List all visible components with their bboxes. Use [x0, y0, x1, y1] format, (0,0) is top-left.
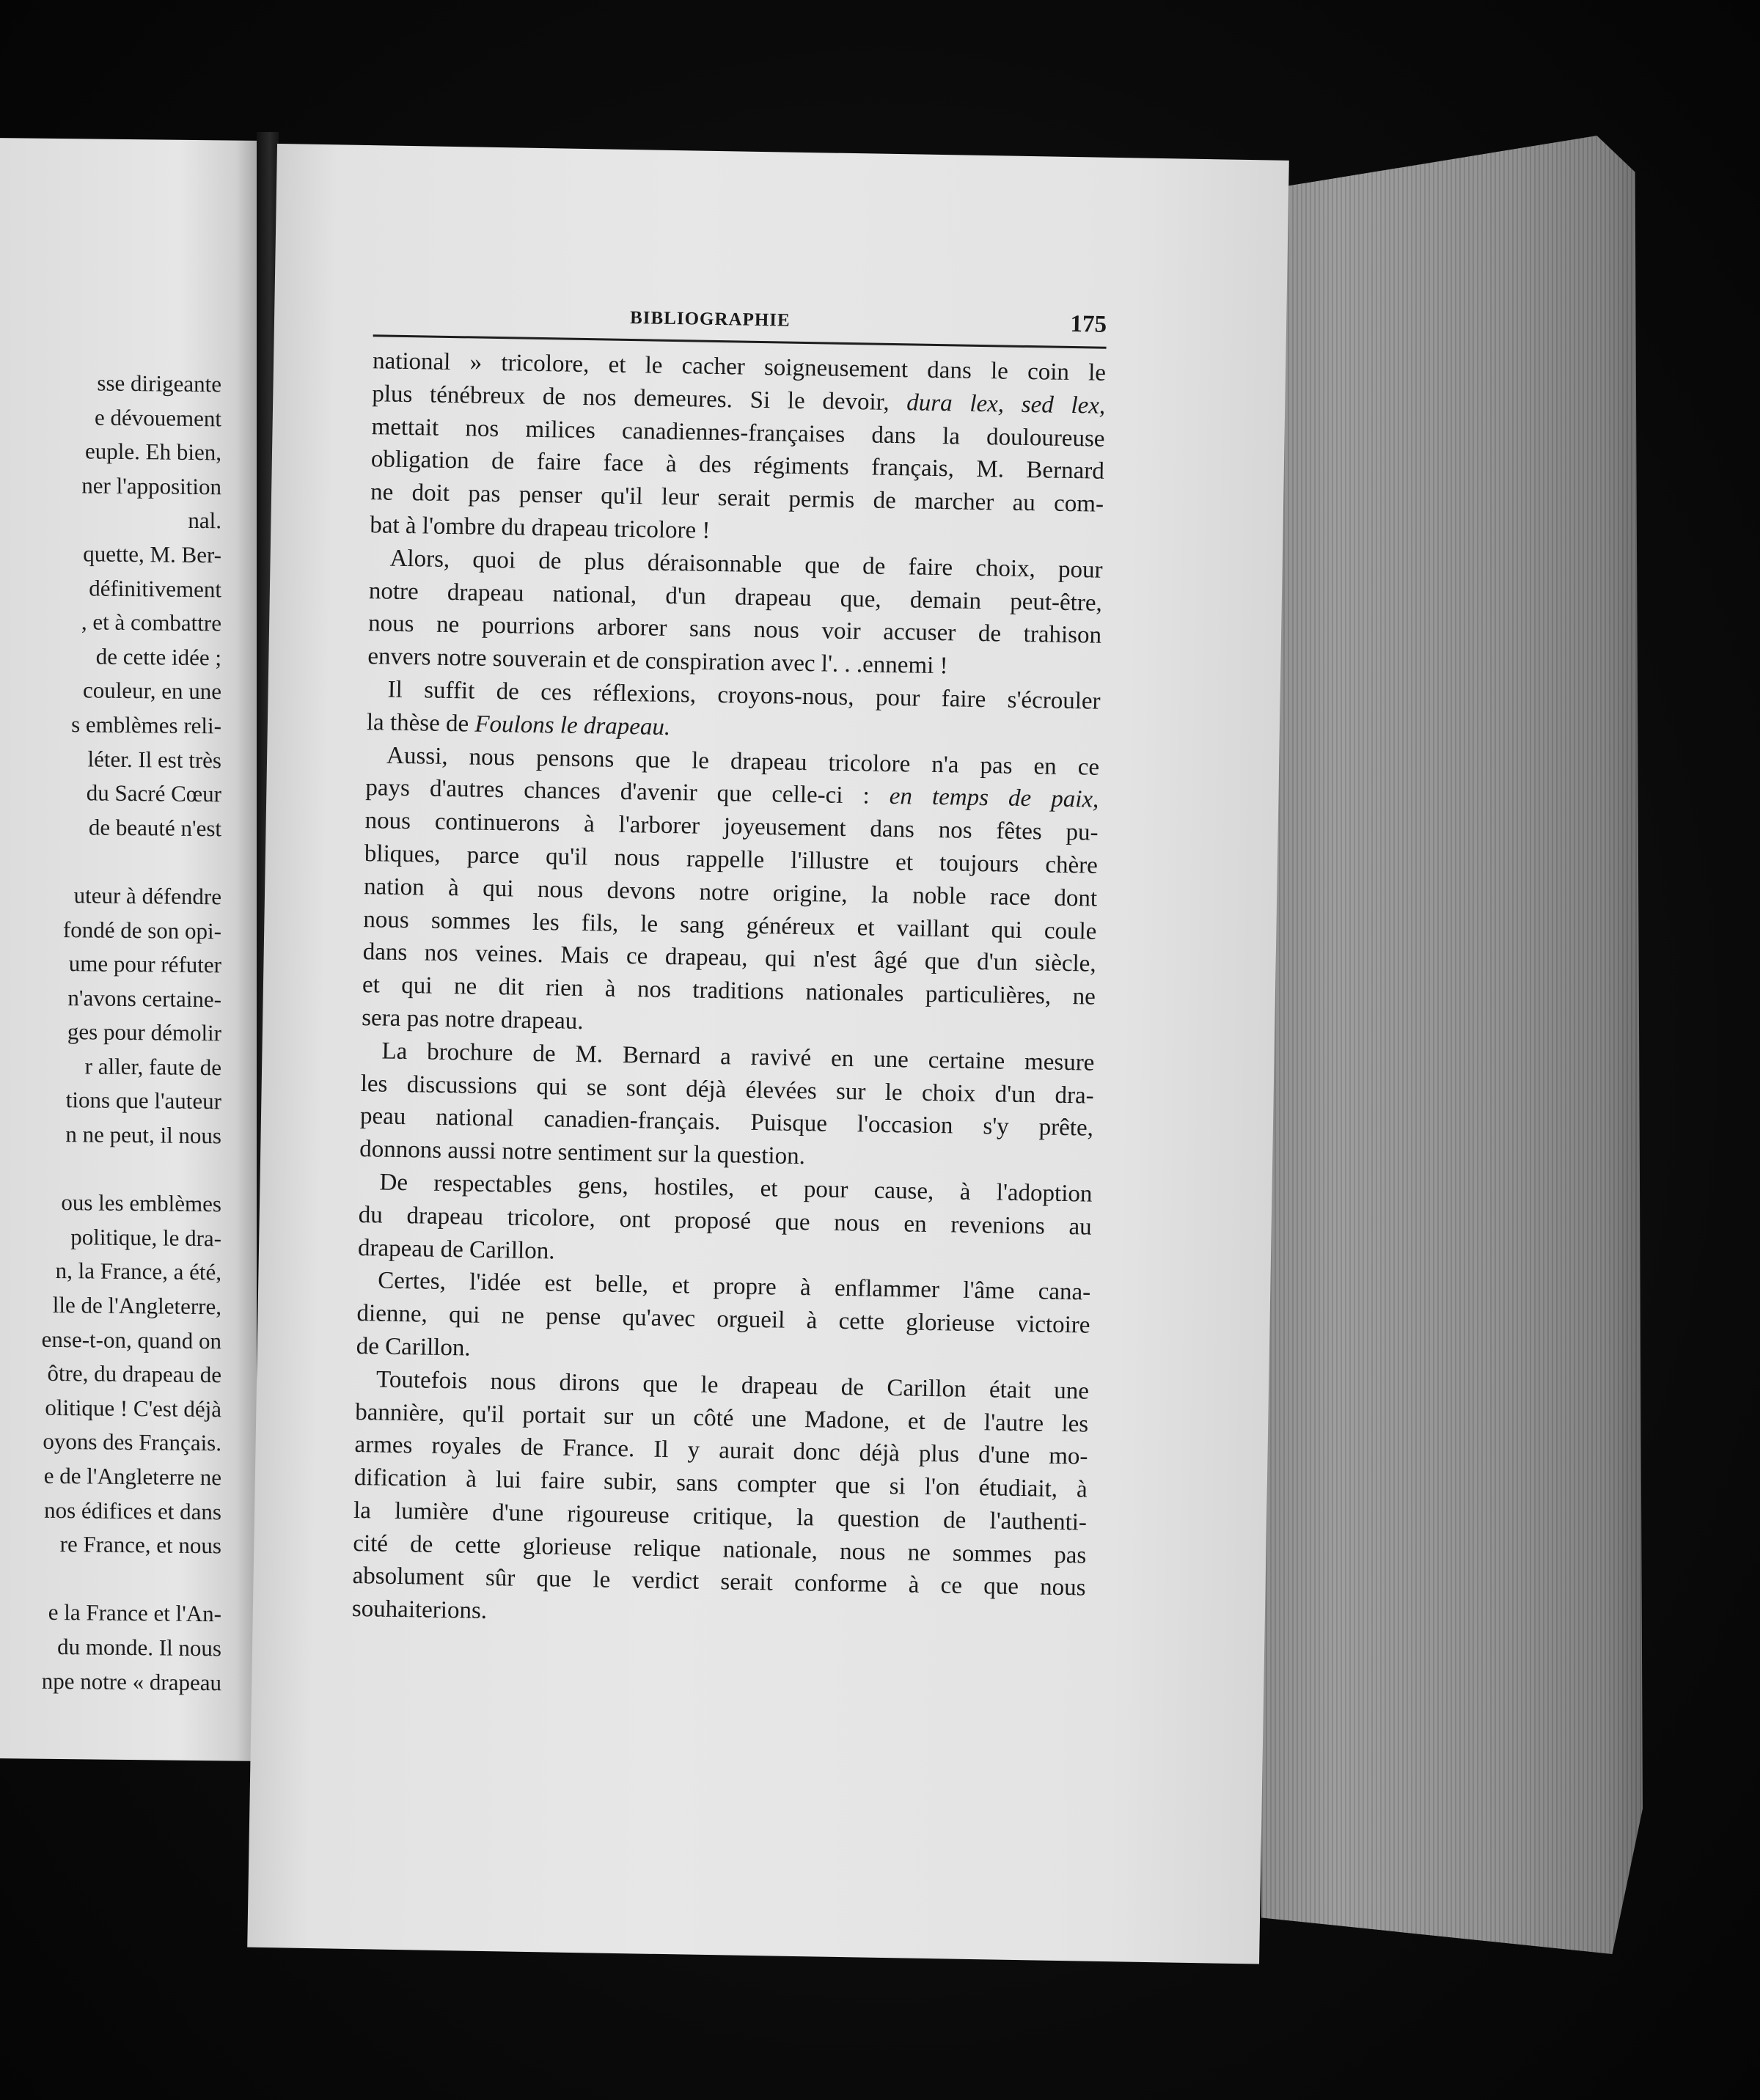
text-line-roman: et qui ne dit rien à nos traditions nationales particulières, ne — [362, 972, 1096, 1010]
left-page-line: définitivement — [89, 574, 221, 602]
text-line-roman: du drapeau tricolore, ont proposé que nous en revenions au — [358, 1201, 1092, 1241]
left-page-line: du monde. Il nous — [57, 1633, 221, 1662]
text-line-roman: cité de cette glorieuse relique nationale, nous ne sommes pas — [353, 1530, 1087, 1569]
text-line-roman: mettait nos milices canadiennes-françaises dans la douloureuse — [371, 413, 1105, 452]
left-page-line: npe notre « drapeau — [41, 1667, 221, 1695]
left-page-line: oyons des Français. — [43, 1428, 221, 1456]
left-page-line: sse dirigeante — [97, 370, 221, 397]
text-line-roman: dans nos veines. Mais ce drapeau, qui n'est âgé que d'un siècle, — [362, 939, 1096, 978]
text-line-roman: la thèse de — [366, 708, 475, 738]
left-page-line: ume pour réfuter — [68, 950, 221, 978]
left-page-line: e de l'Angleterre ne — [43, 1462, 221, 1491]
text-line-roman: Alors, quoi de plus déraisonnable que de faire choix, pour — [389, 545, 1103, 584]
left-page-line: e dévouement — [94, 404, 221, 431]
left-page-line: ôtre, du drapeau de — [47, 1360, 221, 1388]
text-line-roman: les discussions qui se sont déjà élevées sur le choix d'un dra- — [360, 1070, 1094, 1109]
left-page-line: n ne peut, il nous — [65, 1121, 221, 1149]
left-page-line: léter. Il est très — [87, 745, 221, 773]
text-line-roman: absolument sûr que le verdict serait conforme à ce que nous — [352, 1563, 1086, 1602]
text-line-roman: nation à qui nous devons notre origine, la noble race dont — [363, 873, 1098, 912]
page-header — [373, 304, 1107, 345]
text-line-roman: Toutefois nous dirons que le drapeau de Carillon était une — [375, 1366, 1090, 1405]
left-page — [0, 138, 257, 1761]
left-page-line: quette, M. Ber- — [83, 540, 221, 568]
text-line-roman: de Carillon. — [356, 1332, 471, 1362]
left-page-line — [0, 1561, 221, 1598]
left-page-line: s emblèmes reli- — [71, 711, 221, 739]
right-page — [247, 144, 1289, 1964]
left-page-line: uteur à défendre — [73, 882, 221, 910]
text-line-roman: national » tricolore, et le cacher soigneusement dans le coin le — [372, 348, 1107, 386]
left-page-line: n'avons certaine- — [67, 984, 221, 1013]
left-page-line: du Sacré Cœur — [86, 779, 221, 807]
text-line-roman: Aussi, nous pensons que le drapeau tricolore n'a pas en ce — [386, 742, 1100, 781]
text-line-roman: nous continuerons à l'arborer joyeusement dans nos fêtes pu- — [364, 807, 1099, 846]
left-page-line: ous les emblèmes — [61, 1189, 221, 1217]
text-line-roman: Il suffit de ces réflexions, croyons-nous, pour faire s'écrouler — [387, 676, 1101, 715]
text-line-roman: bliques, parce qu'il nous rappelle l'illustre et toujours chère — [364, 840, 1099, 879]
left-page-line: olitique ! C'est déjà — [45, 1394, 221, 1422]
left-page-line: re France, et nous — [59, 1531, 221, 1559]
text-line-roman: La brochure de M. Bernard a ravivé en une certaine mesure — [381, 1038, 1095, 1076]
text-line-roman: De respectables gens, hostiles, et pour cause, à l'adoption — [379, 1169, 1093, 1208]
body-text — [352, 345, 1107, 1637]
left-page-line: de beauté n'est — [88, 814, 221, 842]
text-line-roman: la lumière d'une rigoureuse critique, la question de l'authenti- — [353, 1497, 1088, 1536]
text-line-roman: envers notre souverain et de conspiration avec l'. . .ennemi ! — [367, 643, 948, 680]
left-page-line: r aller, faute de — [84, 1053, 221, 1081]
text-line-roman: nous sommes les fils, le sang généreux et vaillant qui coule — [363, 906, 1097, 945]
text-line-roman: dienne, qui ne pense qu'avec orgueil à cette glorieuse victoire — [356, 1300, 1090, 1339]
text-line-roman: dification à lui faire subir, sans compter que si l'on étudiait, à — [353, 1464, 1088, 1503]
text-line-roman: notre drapeau national, d'un drapeau que, demain peut-être, — [368, 577, 1103, 617]
running-title: BIBLIOGRAPHIE — [629, 308, 791, 331]
left-page-line: politique, le dra- — [70, 1224, 221, 1252]
left-page-line: fondé de son opi- — [62, 916, 221, 944]
left-page-line: tions que l'auteur — [65, 1087, 221, 1115]
text-line-italic: en temps de paix, — [889, 783, 1099, 814]
page-number: 175 — [1070, 310, 1107, 338]
left-page-line: nos édifices et dans — [44, 1497, 221, 1524]
left-page-line: lle de l'Angleterre, — [52, 1291, 221, 1320]
text-line-roman: Certes, l'idée est belle, et propre à enflammer l'âme cana- — [378, 1267, 1091, 1306]
left-page-line: nal. — [188, 507, 221, 534]
text-line-roman: nous ne pourrions arborer sans nous voir accuser de trahison — [367, 610, 1102, 650]
text-line-roman: obligation de faire face à des régiments français, M. Bernard — [370, 446, 1105, 485]
left-page-line: ense-t-on, quand on — [41, 1326, 221, 1354]
text-line-roman: peau national canadien-français. Puisque l'occasion s'y prête, — [359, 1103, 1094, 1142]
left-page-line: n, la France, a été, — [55, 1258, 221, 1285]
left-page-line: couleur, en une — [83, 677, 221, 705]
left-page-line: ges pour démolir — [67, 1018, 221, 1046]
text-line-roman: souhaiterions. — [351, 1596, 488, 1625]
left-page-line: euple. Eh bien, — [85, 438, 221, 466]
text-line-roman: armes royales de France. Il y aurait donc déjà plus d'une mo- — [354, 1431, 1088, 1470]
text-line-italic: dura lex, sed lex, — [906, 389, 1106, 419]
left-page-line — [0, 1151, 221, 1188]
left-page-line — [0, 843, 221, 880]
text-line-roman: bannière, qu'il portait sur un côté une Madone, et de l'autre les — [355, 1398, 1089, 1438]
left-page-line: e la France et l'An- — [48, 1599, 221, 1627]
text-line-roman: donnons aussi notre sentiment sur la question. — [359, 1136, 806, 1170]
left-page-line: de cette idée ; — [95, 643, 221, 671]
text-line-roman: pays d'autres chances d'avenir que celle-ci : — [365, 774, 890, 810]
text-line-roman: sera pas notre drapeau. — [361, 1005, 584, 1035]
text-line-roman: bat à l'ombre du drapeau tricolore ! — [370, 512, 711, 544]
text-line-italic: Foulons le drapeau. — [474, 711, 671, 741]
left-page-line: , et à combattre — [81, 609, 221, 636]
text-line-roman: drapeau de Carillon. — [357, 1234, 555, 1264]
page-block-edge — [1261, 136, 1643, 1954]
left-page-text — [0, 365, 221, 1700]
text-line-roman: plus ténébreux de nos demeures. Si le devoir, — [372, 380, 907, 416]
left-page-line: ner l'apposition — [81, 472, 221, 500]
text-line-roman: ne doit pas penser qu'il leur serait permis de marcher au com- — [370, 479, 1104, 518]
